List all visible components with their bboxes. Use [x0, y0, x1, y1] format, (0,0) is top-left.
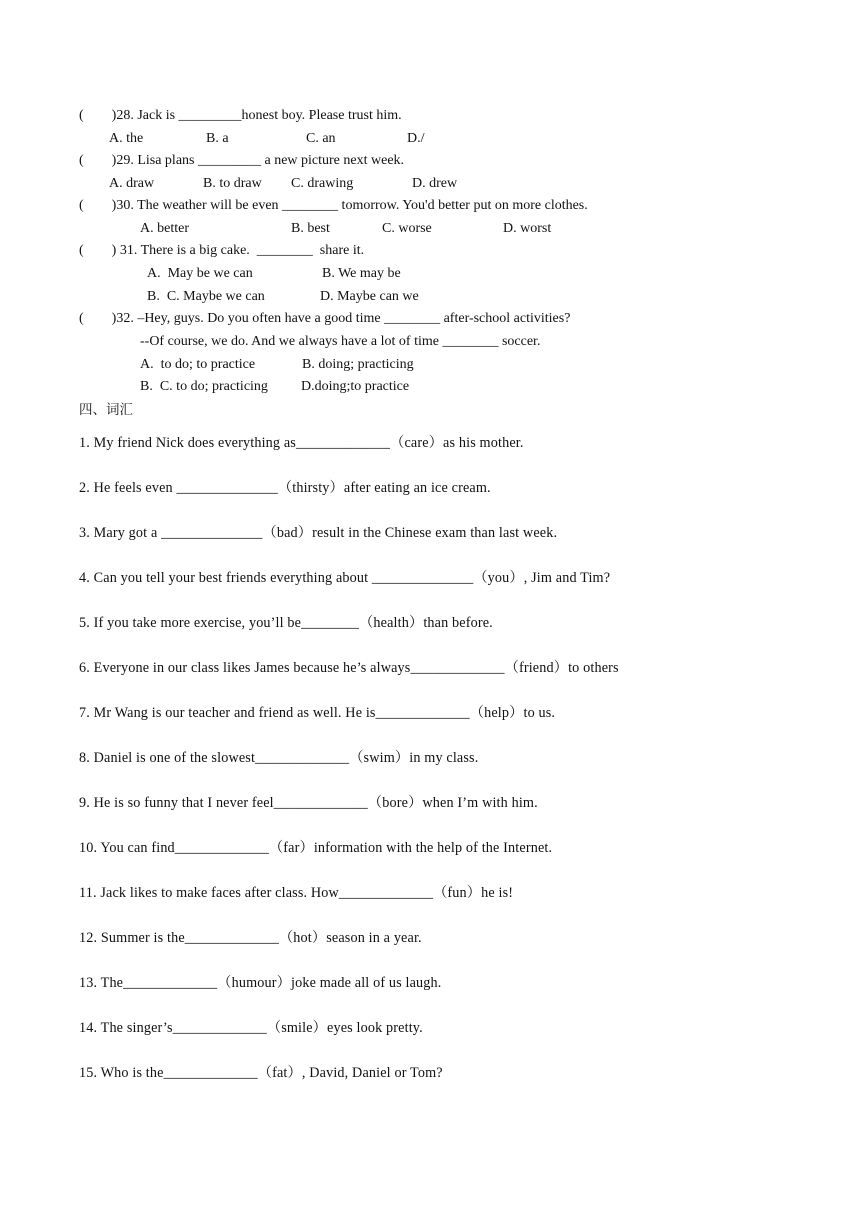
vocab-item-8: 8. Daniel is one of the slowest_____________（swim）in my class. [79, 750, 479, 766]
question-29-stem: ( )29. Lisa plans _________ a new picture next week. [79, 153, 405, 168]
question-32-option-b: B. doing; practicing [302, 357, 414, 372]
question-29-option-b: B. to draw [203, 176, 262, 191]
vocab-item-5: 5. If you take more exercise, you’ll be________（health）than before. [79, 615, 493, 631]
question-28-option-c: C. an [306, 131, 336, 146]
question-32-stem: ( )32. –Hey, guys. Do you often have a good time ________ after-school activities? [79, 311, 571, 326]
question-32-stem-line2: --Of course, we do. And we always have a lot of time ________ soccer. [140, 334, 541, 349]
vocab-item-6: 6. Everyone in our class likes James because he’s always_____________（friend）to others [79, 660, 619, 676]
vocab-item-15: 15. Who is the_____________（fat）, David, Daniel or Tom? [79, 1065, 443, 1081]
question-32-option-a: A. to do; to practice [140, 357, 256, 372]
question-30-option-c: C. worse [382, 221, 432, 236]
question-31-stem: ( ) 31. There is a big cake. ________ share it. [79, 243, 365, 258]
vocab-item-10: 10. You can find_____________（far）information with the help of the Internet. [79, 840, 553, 856]
question-29-option-a: A. draw [109, 176, 155, 191]
question-30-option-a: A. better [140, 221, 189, 236]
vocab-item-4: 4. Can you tell your best friends everything about ______________（you）, Jim and Tim? [79, 570, 611, 586]
question-32-option-c: B. C. to do; practicing [140, 379, 268, 394]
section-heading: 四、词汇 [79, 402, 133, 418]
question-29-option-c: C. drawing [291, 176, 354, 191]
question-31-option-d: D. Maybe can we [320, 289, 419, 304]
question-28-option-b: B. a [206, 131, 229, 146]
vocab-item-13: 13. The_____________（humour）joke made all of us laugh. [79, 975, 442, 991]
vocab-item-7: 7. Mr Wang is our teacher and friend as well. He is_____________（help）to us. [79, 705, 556, 721]
question-30-stem: ( )30. The weather will be even ________ tomorrow. You'd better put on more clothes. [79, 198, 588, 213]
question-28-option-a: A. the [109, 131, 144, 146]
question-31-option-b: B. We may be [322, 266, 401, 281]
question-28-stem: ( )28. Jack is _________honest boy. Please trust him. [79, 108, 402, 123]
vocab-item-9: 9. He is so funny that I never feel_____________（bore）when I’m with him. [79, 795, 538, 811]
vocab-item-3: 3. Mary got a ______________（bad）result in the Chinese exam than last week. [79, 525, 558, 541]
vocab-item-12: 12. Summer is the_____________（hot）season in a year. [79, 930, 422, 946]
vocab-item-14: 14. The singer’s_____________（smile）eyes look pretty. [79, 1020, 423, 1036]
vocab-item-11: 11. Jack likes to make faces after class. How_____________（fun）he is! [79, 885, 514, 901]
question-29-option-d: D. drew [412, 176, 458, 191]
question-31-option-a: A. May be we can [147, 266, 253, 281]
vocab-item-1: 1. My friend Nick does everything as_____________（care）as his mother. [79, 435, 524, 451]
question-30-option-b: B. best [291, 221, 330, 236]
vocab-item-2: 2. He feels even ______________（thirsty）after eating an ice cream. [79, 480, 491, 496]
question-30-option-d: D. worst [503, 221, 552, 236]
question-28-option-d: D./ [407, 131, 425, 146]
question-32-option-d: D.doing;to practice [301, 379, 410, 394]
question-31-option-c: B. C. Maybe we can [147, 289, 265, 304]
